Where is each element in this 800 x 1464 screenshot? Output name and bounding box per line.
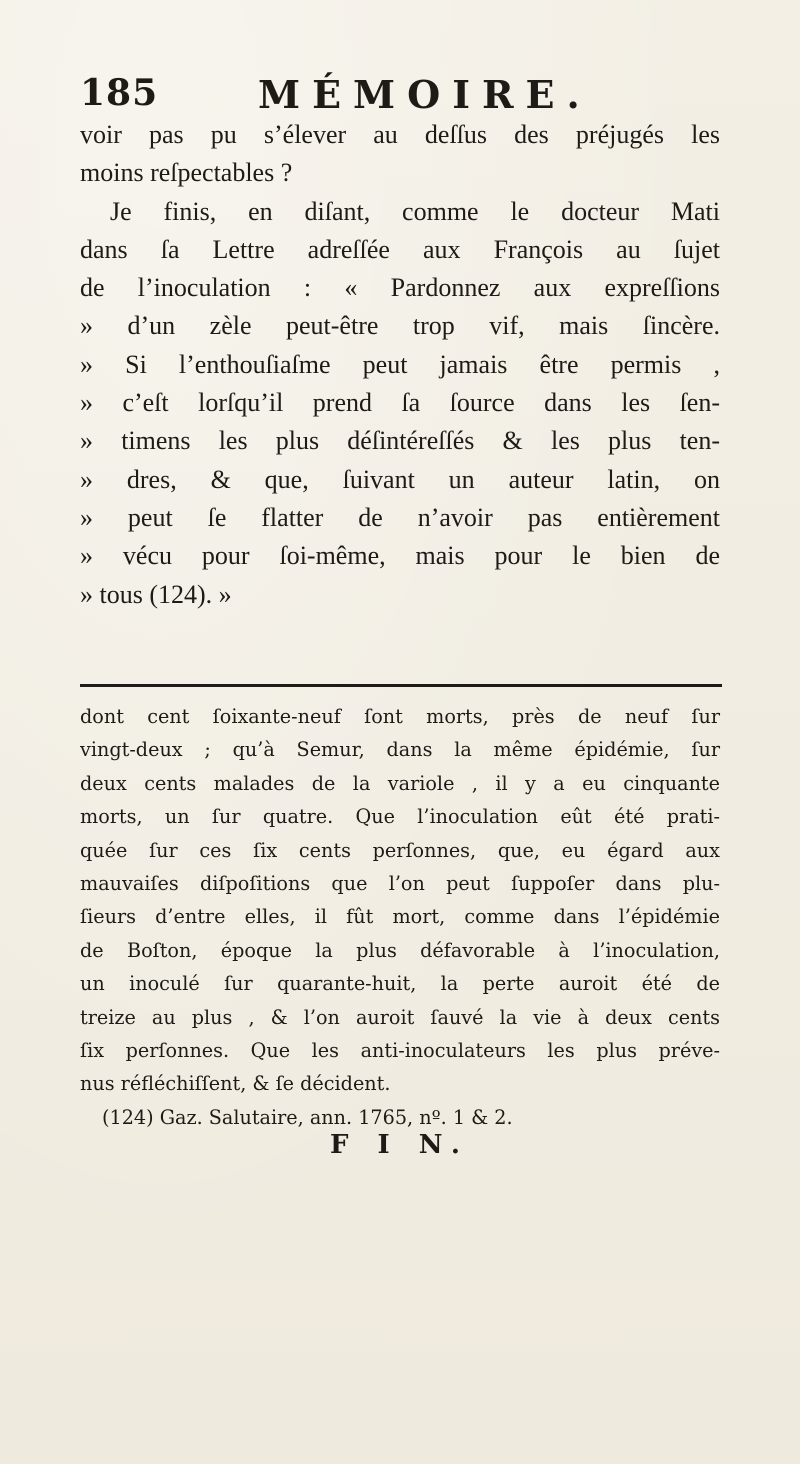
page-number: 185 [80, 72, 159, 114]
text-line: moins reſpectables ? [80, 158, 293, 188]
closing-fin: F I N. [330, 1130, 470, 1160]
footnote-line: nus réfléchiſſent, & ſe décident. [80, 1072, 391, 1096]
footnote-line: ſix perſonnes. Que les anti-inoculateurs les plus préve- [80, 1038, 720, 1062]
footnote-line: treize au plus , & l’on auroit ſauvé la vie à deux cents [80, 1005, 720, 1029]
text-line: » dres, & que, ſuivant un auteur latin, on [80, 464, 720, 494]
footnote-line: vingt-deux ; qu’à Semur, dans la même épidémie, ſur [80, 738, 720, 762]
footnote-line: mauvaiſes diſpoſitions que l’on peut ſuppoſer dans plu- [80, 871, 720, 895]
text-line: » vécu pour ſoi-même, mais pour le bien de [80, 541, 720, 571]
footnote-line: quée ſur ces ſix cents perſonnes, que, eu égard aux [80, 838, 720, 862]
footnote-citation: (124) Gaz. Salutaire, ann. 1765, nº. 1 & 2. [102, 1105, 513, 1129]
text-line: dans ſa Lettre adreſſée aux François au ſujet [80, 234, 720, 264]
footnote-line: morts, un ſur quatre. Que l’inoculation eût été prati- [80, 805, 720, 829]
text-line: » tous (124). » [80, 579, 232, 609]
text-line: » d’un zèle peut-être trop vif, mais ſincère. [80, 311, 720, 341]
footnote-line: ſieurs d’entre elles, il fût mort, comme dans l’épidémie [80, 905, 720, 929]
text-line: » timens les plus déſintéreſſés & les plus ten- [80, 426, 720, 456]
footnote-separator-rule [80, 684, 722, 687]
text-line: » c’eſt lorſqu’il prend ſa ſource dans les ſen- [80, 388, 720, 418]
running-title: MÉMOIRE. [258, 72, 592, 117]
text-line: de l’inoculation : « Pardonnez aux expreſſions [80, 273, 720, 303]
main-text [80, 116, 720, 614]
text-line: » Si l’enthouſiaſme peut jamais être permis , [80, 349, 720, 379]
text-line: Je finis, en diſant, comme le docteur Mati [110, 196, 720, 226]
footnote-line: de Boſton, époque la plus défavorable à l’inoculation, [80, 938, 720, 962]
footnote [80, 700, 720, 1134]
footnote-line: dont cent ſoixante-neuf ſont morts, près de neuf ſur [80, 705, 720, 728]
text-line: » peut ſe flatter de n’avoir pas entièrement [80, 502, 720, 532]
footnote-line: un inoculé ſur quarante-huit, la perte auroit été de [80, 972, 720, 996]
footnote-line: deux cents malades de la variole , il y a eu cinquante [80, 771, 720, 795]
text-line: voir pas pu s’élever au deſſus des préjugés les [80, 120, 720, 149]
